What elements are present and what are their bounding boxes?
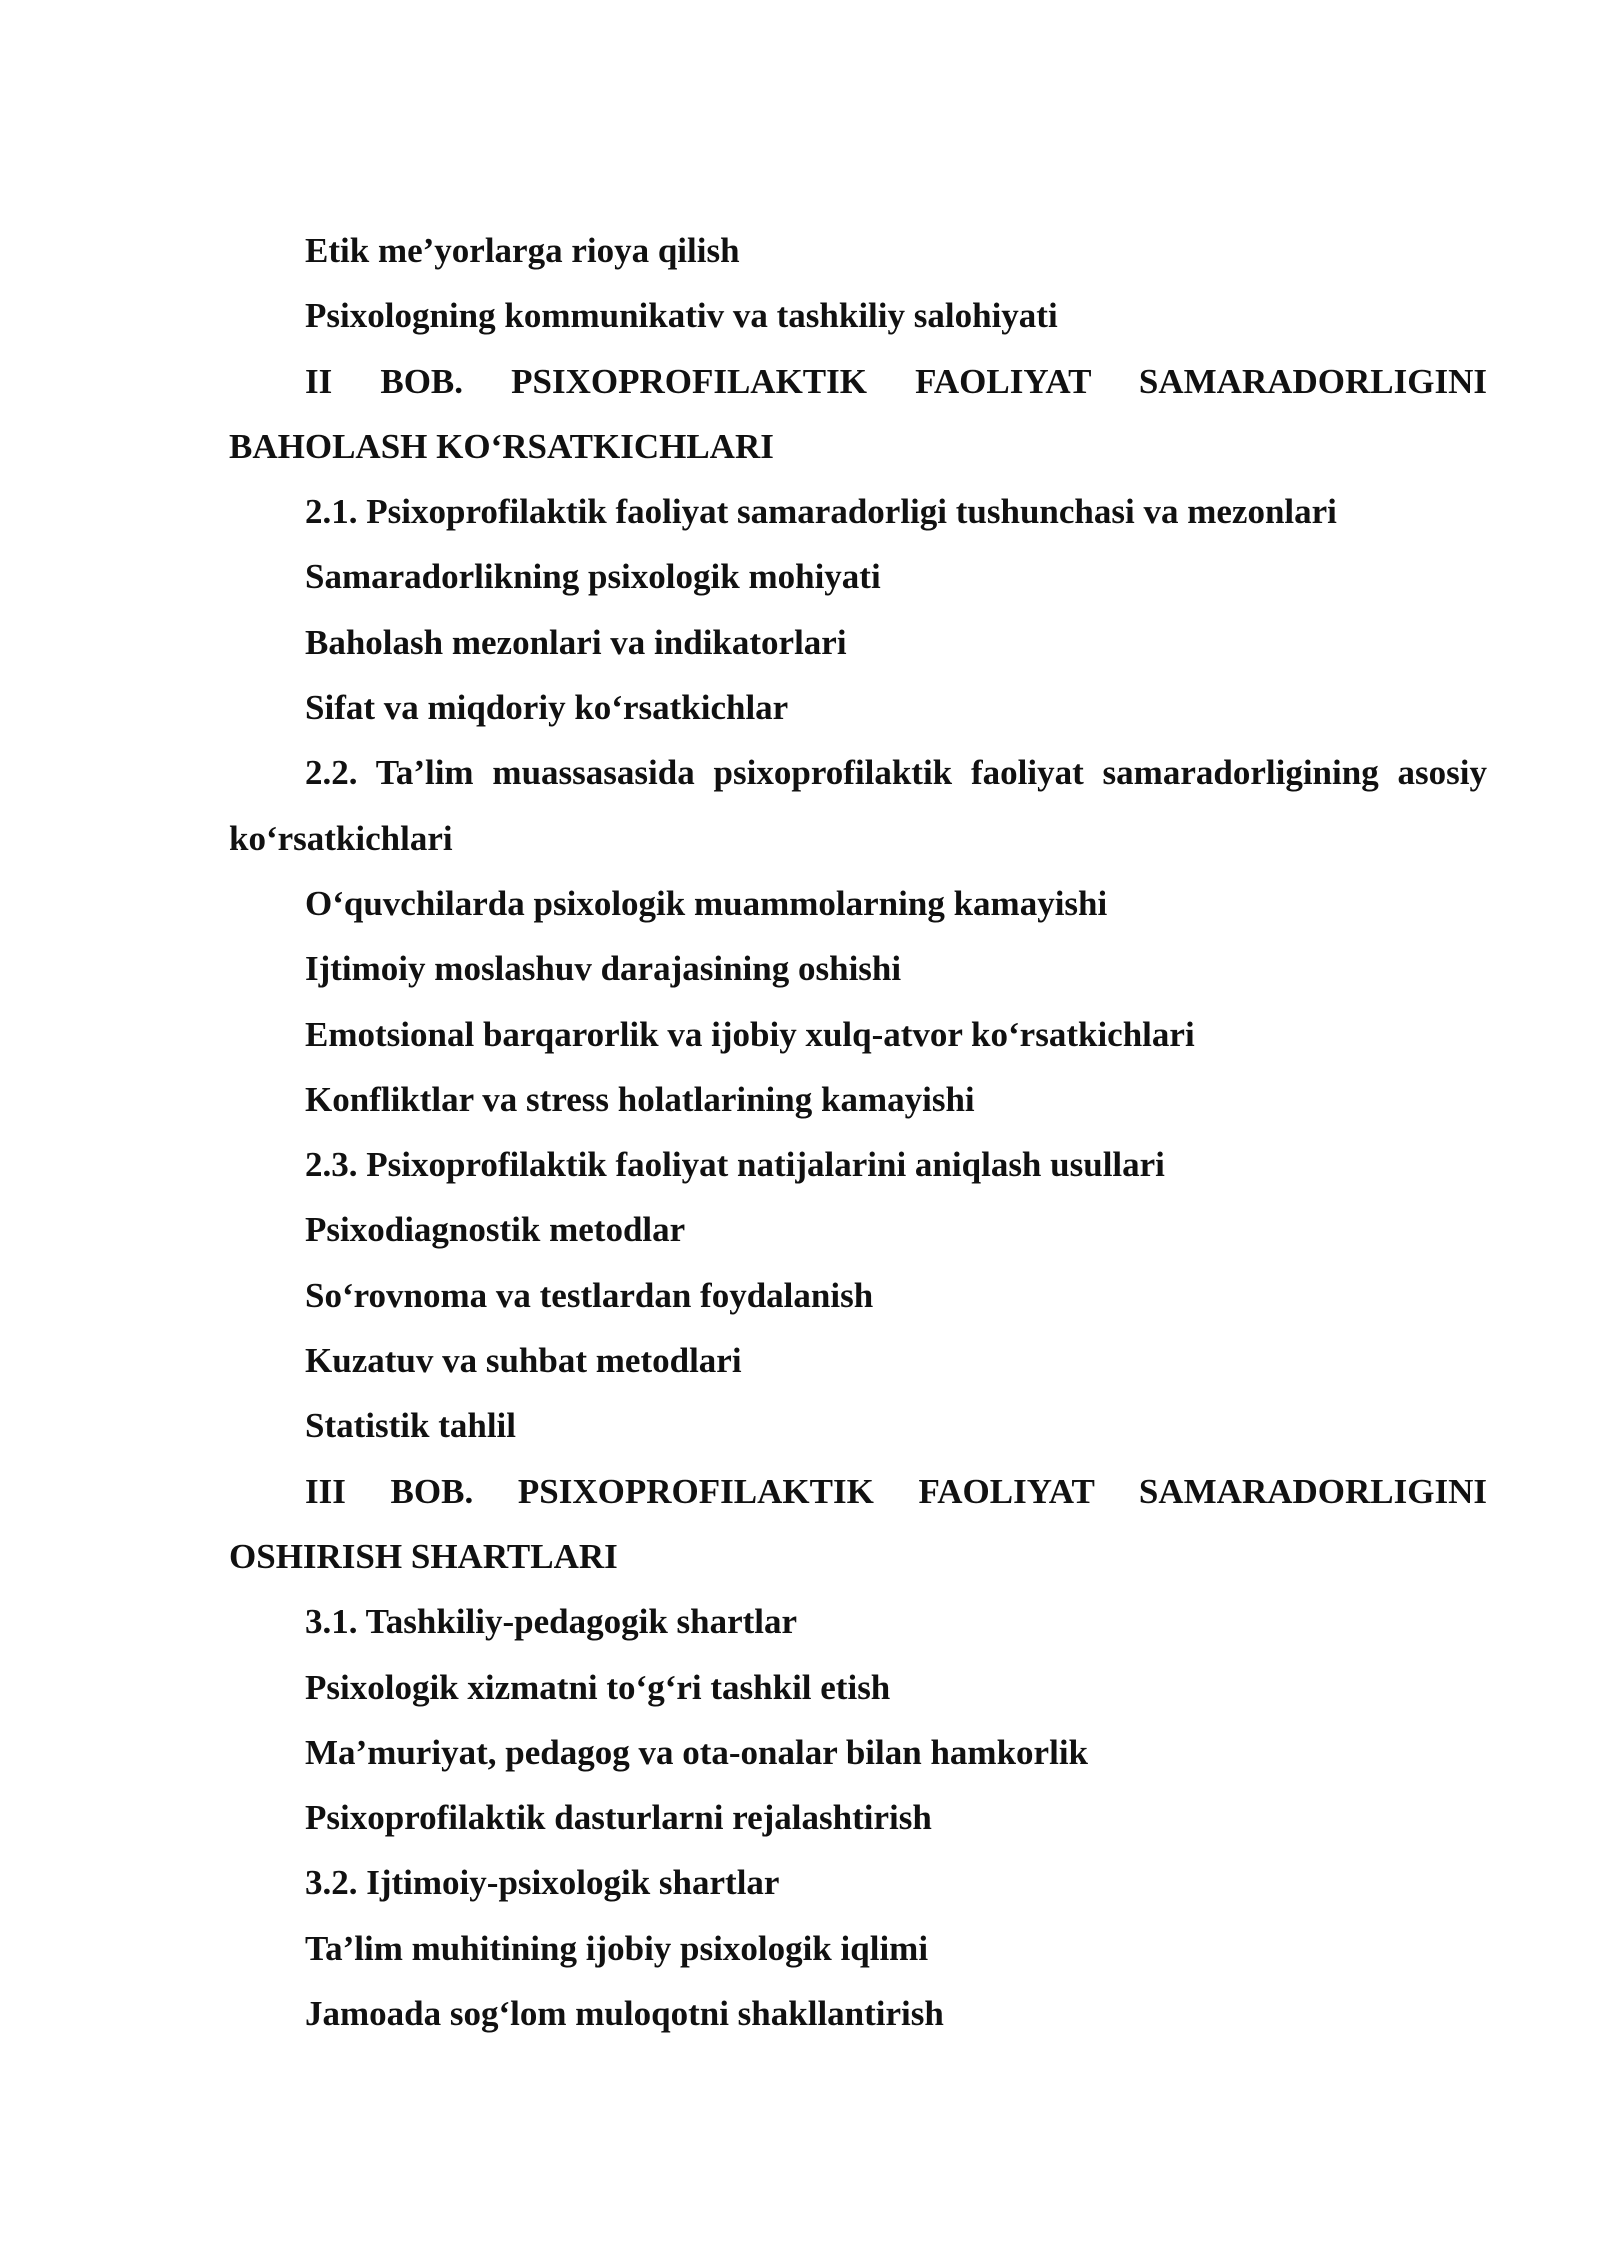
toc-entry: Konfliktlar va stress holatlarining kamayishi xyxy=(305,1079,975,1119)
toc-entry: Samaradorlikning psixologik mohiyati xyxy=(305,557,881,597)
section-heading: 2.1. Psixoprofilaktik faoliyat samaradorligi tushunchasi va mezonlari xyxy=(305,492,1337,532)
toc-entry: Jamoada sog‘lom muloqotni shakllantirish xyxy=(305,1994,944,2034)
section-heading: 3.2. Ijtimoiy-psixologik shartlar xyxy=(305,1863,780,1903)
toc-entry: Etik me’yorlarga rioya qilish xyxy=(305,231,740,270)
toc-entry: Emotsional barqarorlik va ijobiy xulq-atvor ko‘rsatkichlari xyxy=(305,1014,1195,1054)
section-heading: 2.2. Ta’lim muassasasida psixoprofilaktik faoliyat samaradorligining asosiy ko‘rsatkichlari xyxy=(229,753,1487,858)
chapter-heading: III BOB. PSIXOPROFILAKTIK FAOLIYAT SAMARADORLIGINI OSHIRISH SHARTLARI xyxy=(229,1471,1487,1576)
toc-entry: Ijtimoiy moslashuv darajasining oshishi xyxy=(305,949,902,989)
chapter-heading: II BOB. PSIXOPROFILAKTIK FAOLIYAT SAMARADORLIGINI BAHOLASH KO‘RSATKICHLARI xyxy=(229,361,1487,466)
toc-entry: Ta’lim muhitining ijobiy psixologik iqlimi xyxy=(305,1928,929,1968)
toc-entry: Baholash mezonlari va indikatorlari xyxy=(305,622,847,662)
section-heading: 3.1. Tashkiliy-pedagogik shartlar xyxy=(305,1602,798,1642)
toc-entry: Statistik tahlil xyxy=(305,1406,517,1446)
toc-entry: Kuzatuv va suhbat metodlari xyxy=(305,1341,742,1381)
toc-entry: Sifat va miqdoriy ko‘rsatkichlar xyxy=(305,688,789,728)
toc-entry: Psixodiagnostik metodlar xyxy=(305,1210,686,1250)
toc-entry: Psixologning kommunikativ va tashkiliy salohiyati xyxy=(305,296,1058,336)
table-of-contents xyxy=(229,218,1487,2046)
toc-entry: Psixologik xizmatni to‘g‘ri tashkil etish xyxy=(305,1667,891,1707)
toc-entry: O‘quvchilarda psixologik muammolarning kamayishi xyxy=(305,883,1108,923)
toc-entry: Ma’muriyat, pedagog va ota-onalar bilan hamkorlik xyxy=(305,1732,1089,1772)
toc-entry: So‘rovnoma va testlardan foydalanish xyxy=(305,1275,874,1315)
toc-entry: Psixoprofilaktik dasturlarni rejalashtirish xyxy=(305,1798,932,1838)
section-heading: 2.3. Psixoprofilaktik faoliyat natijalarini aniqlash usullari xyxy=(305,1145,1165,1185)
